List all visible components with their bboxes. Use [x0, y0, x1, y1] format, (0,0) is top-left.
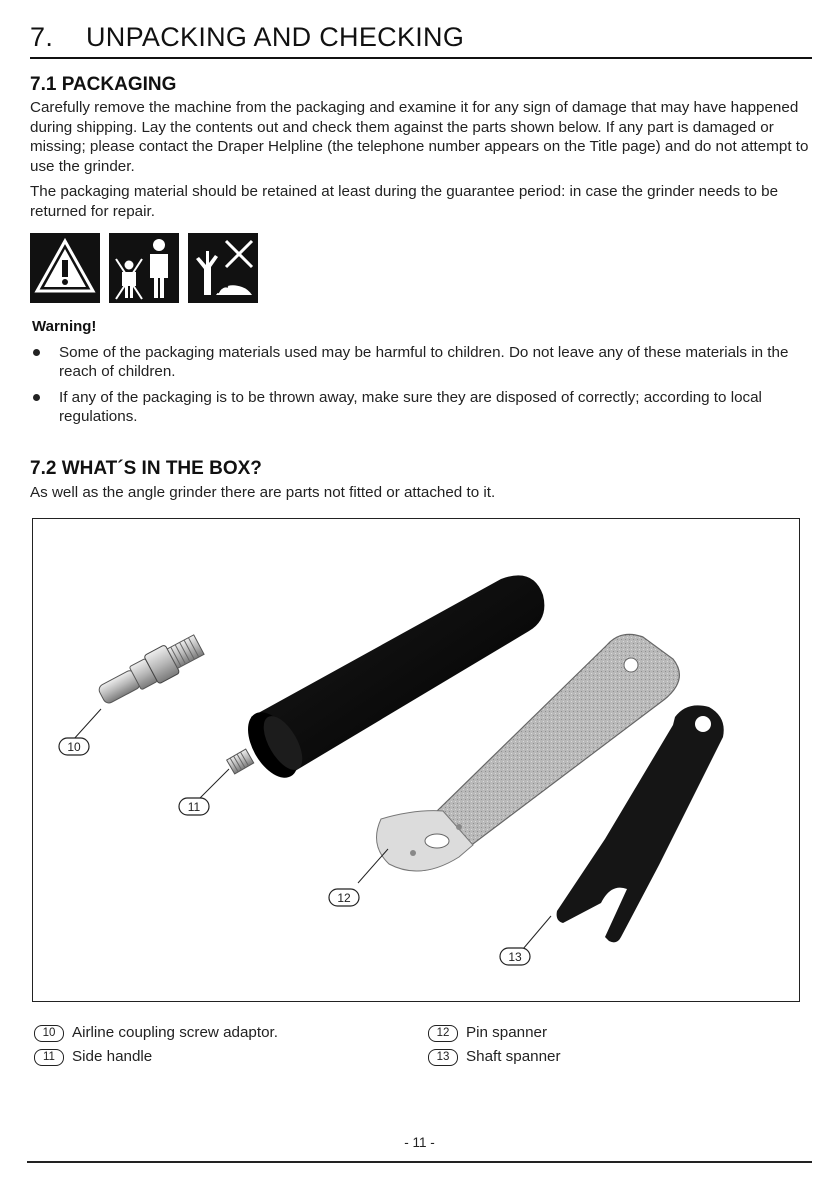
box-intro: As well as the angle grinder there are parts not fitted or attached to it. — [30, 484, 496, 501]
warning-list — [30, 343, 815, 433]
legend-item — [34, 1048, 278, 1072]
parts-illustration — [33, 519, 799, 1001]
callout-10 — [59, 738, 89, 755]
callout-11 — [179, 798, 209, 815]
svg-text:10: 10 — [67, 740, 81, 754]
warning-item-text: Some of the packaging materials used may be harmful to children. Do not leave any of these materials in the reach of children. — [59, 344, 789, 380]
page-number: - 11 - — [404, 1135, 435, 1150]
legend-item — [34, 1024, 278, 1048]
legend-number: 10 — [34, 1025, 64, 1042]
legend-number: 12 — [428, 1025, 458, 1042]
legend-label: Shaft spanner — [466, 1048, 561, 1065]
section-number: 7. — [30, 22, 54, 52]
warning-item — [30, 388, 815, 426]
packaging-paragraph-1: Carefully remove the machine from the packaging and examine it for any sign of damage that may have happened during shipping. Lay the contents out and check them against the parts shown below. If any part is damaged or missing; please contact the Draper Helpline (the telephone number appears on the Title page) and do not attempt to use the grinder. — [30, 99, 809, 175]
legend-label: Side handle — [72, 1048, 153, 1065]
legend-label: Airline coupling screw adaptor. — [72, 1024, 278, 1041]
warning-title: Warning! — [32, 318, 97, 335]
footer-divider — [27, 1161, 812, 1163]
airline-coupling-adaptor — [73, 630, 206, 740]
section-title — [30, 22, 812, 59]
callout-13 — [500, 948, 530, 965]
legend-item — [428, 1048, 561, 1072]
packaging-paragraph-2: The packaging material should be retained at least during the guarantee period: in case the grinder needs to be returned for repair. — [30, 183, 779, 220]
warning-triangle-icon — [30, 233, 100, 303]
bullet-icon — [33, 349, 40, 356]
callout-12 — [329, 889, 359, 906]
box-heading: 7.2 WHAT´S IN THE BOX? — [30, 458, 262, 479]
bullet-icon — [33, 394, 40, 401]
legend-number: 11 — [34, 1049, 64, 1066]
no-environment-disposal-icon — [188, 233, 258, 303]
svg-text:12: 12 — [337, 891, 351, 905]
legend-right — [428, 1024, 561, 1072]
section-title-text: UNPACKING AND CHECKING — [86, 22, 465, 52]
legend-number: 13 — [428, 1049, 458, 1066]
warning-item — [30, 343, 815, 381]
legend-label: Pin spanner — [466, 1024, 548, 1041]
legend-item — [428, 1024, 561, 1048]
parts-figure — [32, 518, 800, 1002]
packaging-heading: 7.1 PACKAGING — [30, 74, 177, 95]
svg-text:11: 11 — [187, 800, 201, 814]
svg-text:13: 13 — [508, 950, 522, 964]
keep-away-from-children-icon — [109, 233, 179, 303]
legend-left — [34, 1024, 278, 1072]
warning-item-text: If any of the packaging is to be thrown away, make sure they are disposed of correctly; according to local regulations. — [59, 389, 762, 425]
